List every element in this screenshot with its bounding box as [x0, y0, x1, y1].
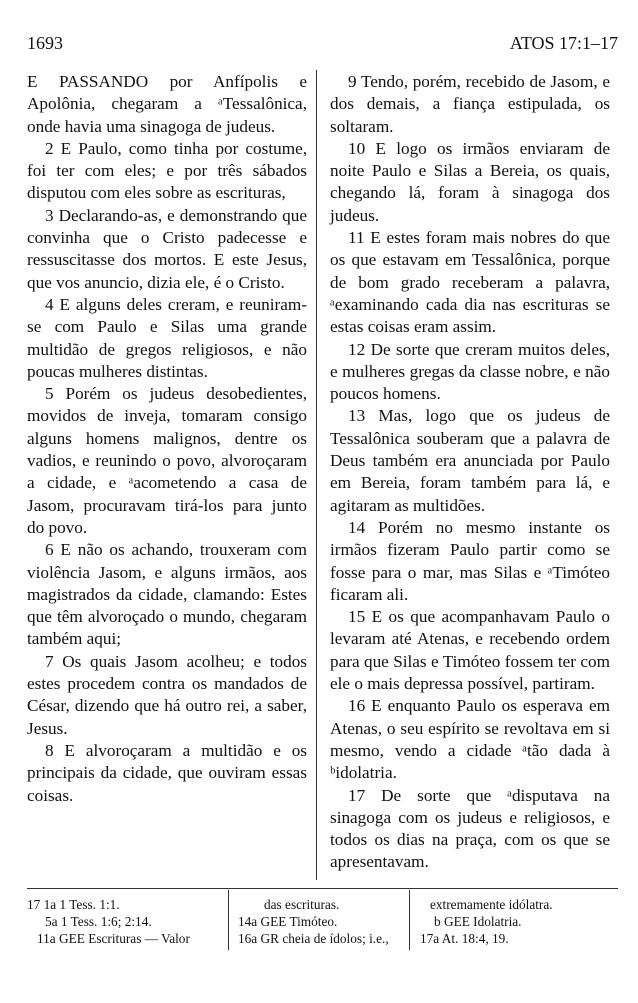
footnote: 16a GR cheia de ídolos; i.e.,: [238, 931, 389, 946]
column-divider: [316, 70, 317, 880]
right-text-column: [330, 71, 610, 874]
chapter-reference: ATOS 17:1–17: [509, 33, 618, 53]
verse-16: 16 E enquanto Paulo os esperava em Atenas, o seu espírito se revoltava em si mesmo, vendo a cidade ᵃtão dada à ᵇidolatria.: [330, 696, 610, 783]
verse-9: 9 Tendo, porém, recebido de Jasom, e dos demais, a fiança estipulada, os soltaram.: [330, 72, 610, 136]
verse-1: E PASSANDO por Anfípolis e Apolônia, chegaram a ᵃTessalônica, onde havia uma sinagoga de judeus.: [27, 72, 307, 136]
footnote: das escrituras.: [264, 897, 340, 912]
verse-5: 5 Porém os judeus desobedientes, movidos de inveja, tomaram consigo alguns homens malignos, dentre os vadios, e reunindo o povo, alvoroçaram a cidade, e ᵃacometendo a casa de Jasom, procuravam tirá-los para junto do povo.: [27, 384, 307, 537]
footnote: 17a At. 18:4, 19.: [420, 931, 509, 946]
footnote-divider: [228, 890, 229, 950]
footnote: 11a GEE Escrituras — Valor: [37, 931, 190, 946]
verse-4: 4 E alguns deles creram, e reuniram-se com Paulo e Silas uma grande multidão de gregos religiosos, e não poucas mulheres distintas.: [27, 294, 307, 381]
verse-2: 2 E Paulo, como tinha por costume, foi ter com eles; e por três sábados disputou com eles sobre as escrituras,: [27, 138, 307, 203]
verse-8: 8 E alvoroçaram a multidão e os principais da cidade, que ouviram essas coisas.: [27, 740, 307, 805]
page-number: 1693: [27, 33, 63, 53]
verse-15: 15 E os que acompanhavam Paulo o levaram até Atenas, e recebendo ordem para que Silas e Timóteo fossem ter com ele o mais depressa possível, partiram.: [330, 607, 610, 694]
footnote-rule: [27, 888, 618, 889]
verse-6: 6 E não os achando, trouxeram com violência Jasom, e alguns irmãos, aos magistrados da cidade, clamando: Estes que têm alvoroçado o mundo, chegaram também aqui;: [27, 540, 307, 649]
footnote: b GEE Idolatria.: [434, 914, 522, 929]
verse-10: 10 E logo os irmãos enviaram de noite Paulo e Silas a Bereia, os quais, chegando lá, foram à sinagoga dos judeus.: [330, 138, 610, 225]
verse-17: 17 De sorte que ᵃdisputava na sinagoga com os judeus e religiosos, e todos os dias na praça, com os que se apresentavam.: [330, 785, 610, 872]
footnote: 17 1a 1 Tess. 1:1.: [27, 897, 120, 912]
footnote: 5a 1 Tess. 1:6; 2:14.: [45, 914, 152, 929]
footnotes-column-3: [420, 896, 620, 947]
footnote: extremamente idólatra.: [430, 897, 553, 912]
verse-11: 11 E estes foram mais nobres do que os que estavam em Tessalônica, porque de bom grado receberam a palavra, ᵃexaminando cada dia nas escrituras se estas coisas eram assim.: [330, 228, 610, 337]
verse-14: 14 Porém no mesmo instante os irmãos fizeram Paulo partir como se fosse para o mar, mas Silas e ᵃTimóteo ficaram ali.: [330, 517, 610, 604]
footnotes-column-1: [27, 896, 222, 947]
verse-12: 12 De sorte que creram muitos deles, e mulheres gregas da classe nobre, e não poucos homens.: [330, 339, 610, 404]
footnote-divider: [409, 890, 410, 950]
footnotes-column-2: [238, 896, 403, 947]
left-text-column: [27, 71, 307, 807]
footnote: 14a GEE Timóteo.: [238, 914, 338, 929]
verse-7: 7 Os quais Jasom acolheu; e todos estes procedem contra os mandados de César, dizendo que há outro rei, a saber, Jesus.: [27, 651, 307, 738]
verse-13: 13 Mas, logo que os judeus de Tessalônica souberam que a palavra de Deus também era anunciada por Paulo em Bereia, foram também para lá, e agitaram as multidões.: [330, 406, 610, 515]
verse-3: 3 Declarando-as, e demonstrando que convinha que o Cristo padecesse e ressuscitasse dos mortos. E este Jesus, que vos anuncio, dizia ele, é o Cristo.: [27, 205, 307, 292]
